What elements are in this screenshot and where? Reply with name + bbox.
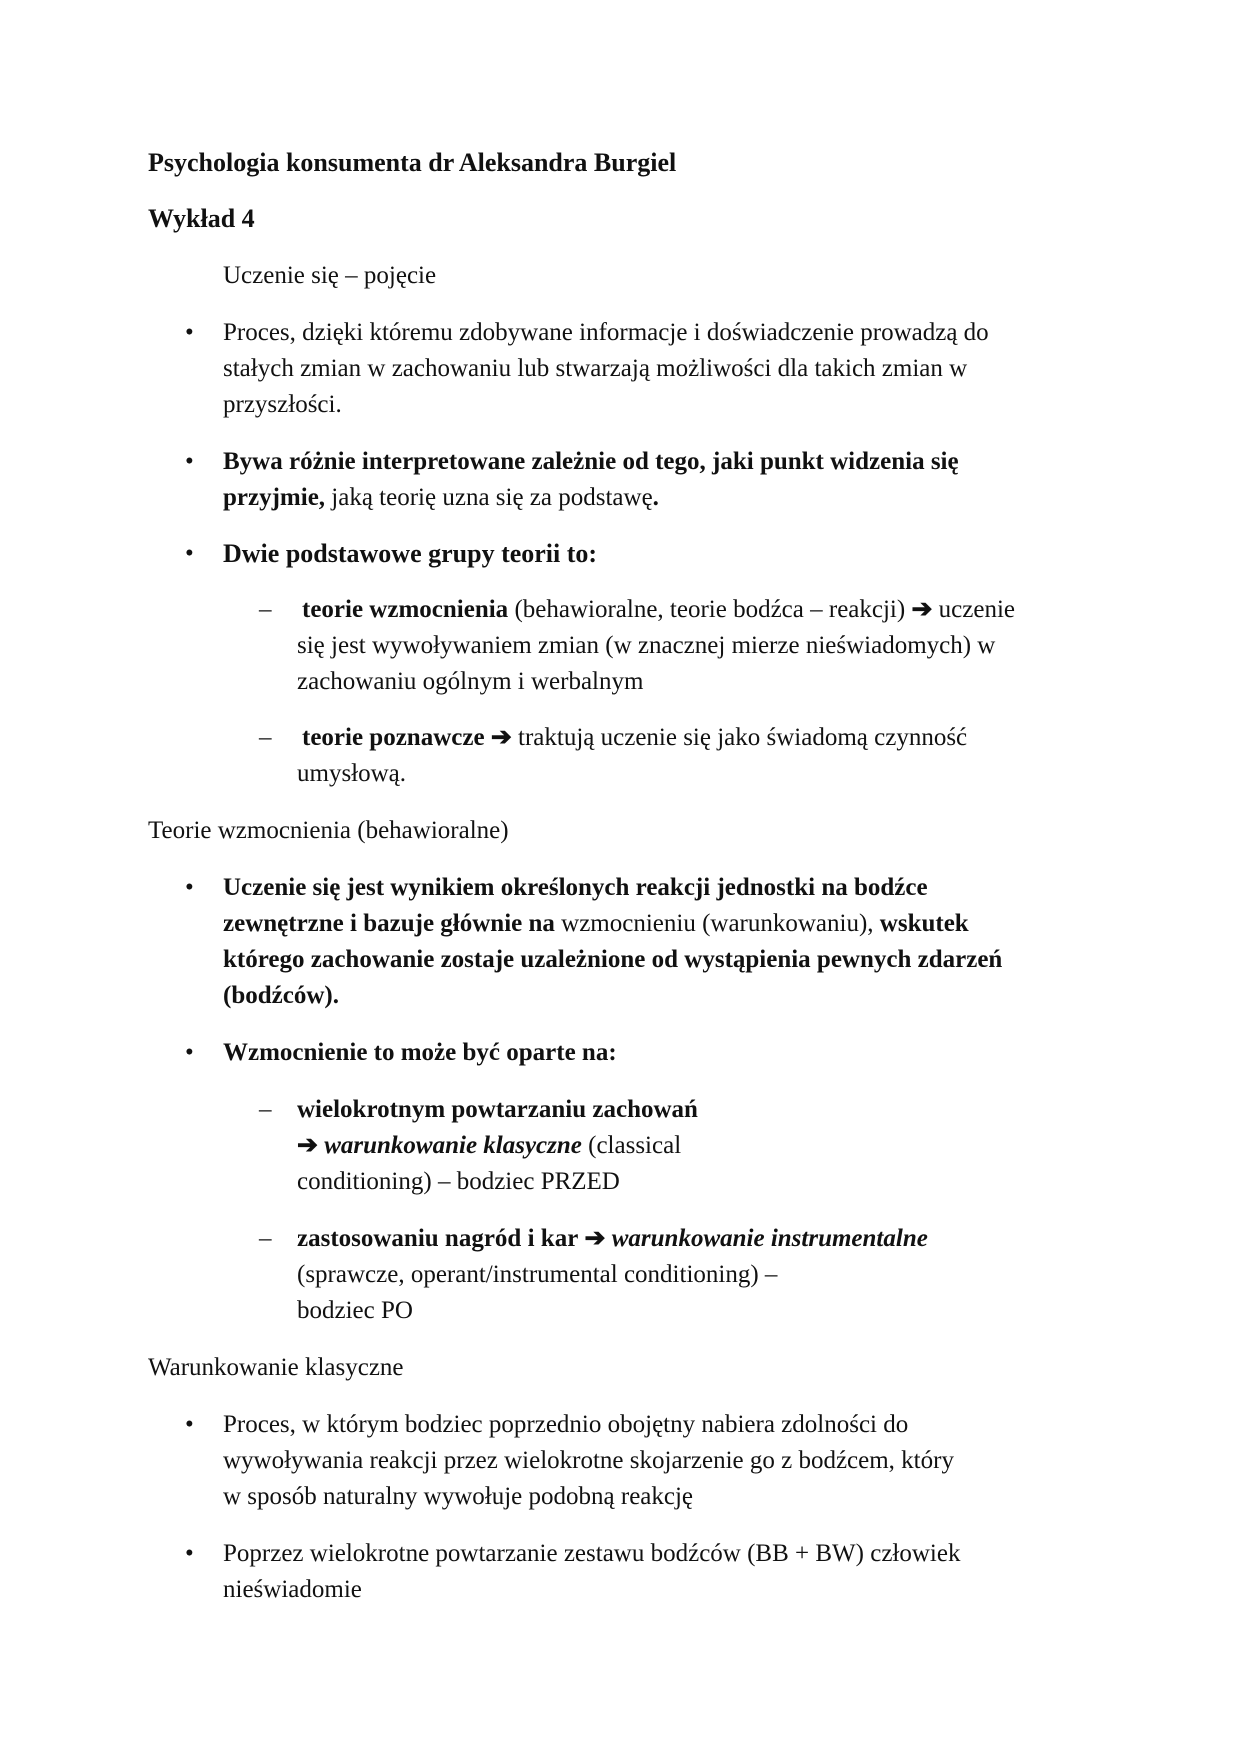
dash-4-line-3: bodziec PO: [297, 1297, 413, 1324]
bullet-marker: •: [185, 540, 194, 567]
bullet-1-line-1: Proces, dzięki któremu zdobywane informacje i doświadczenie prowadzą do: [223, 319, 989, 346]
document-title: Psychologia konsumenta dr Aleksandra Burgiel: [148, 148, 677, 177]
bullet-7-line-2: nieświadomie: [223, 1576, 362, 1603]
bullet-7-line-1: Poprzez wielokrotne powtarzanie zestawu bodźców (BB + BW) człowiek: [223, 1540, 961, 1567]
dash-marker: –: [259, 1096, 272, 1123]
bullet-6-line-2: wywoływania reakcji przez wielokrotne skojarzenie go z bodźcem, który: [223, 1447, 954, 1474]
dash-2-line-1: [302, 720, 967, 756]
bullet-2-period: .: [652, 484, 659, 511]
bullet-4-text: wzmocnieniu (warunkowaniu),: [554, 910, 880, 937]
bullet-marker: •: [185, 874, 194, 901]
bullet-4-line-1: Uczenie się jest wynikiem określonych reakcji jednostki na bodźce: [223, 874, 928, 901]
section-heading-classical-conditioning: Warunkowanie klasyczne: [148, 1354, 404, 1381]
bullet-2-text: jaką teorię uzna się za podstawę: [325, 484, 653, 511]
dash-1-after: uczenie: [932, 596, 1015, 623]
dash-1-line-2: się jest wywoływaniem zmian (w znacznej mierze nieświadomych) w: [297, 632, 996, 659]
section-heading-learning-concept: Uczenie się – pojęcie: [223, 262, 437, 289]
dash-2-bold: teorie poznawcze: [302, 724, 485, 751]
dash-1-line-1: [302, 592, 1015, 628]
arrow-icon: ➔: [490, 724, 512, 751]
bullet-2-line-1: Bywa różnie interpretowane zależnie od tego, jaki punkt widzenia się: [223, 448, 959, 475]
dash-4-italic: warunkowanie instrumentalne: [611, 1225, 928, 1252]
bullet-4-line-2: [223, 906, 969, 942]
dash-4-line-2: (sprawcze, operant/instrumental conditioning) –: [297, 1261, 778, 1288]
bullet-marker: •: [185, 1540, 194, 1567]
dash-3-text: (classical: [581, 1132, 682, 1159]
bullet-4-bold-end: wskutek: [879, 910, 969, 937]
section-heading-reinforcement-theories: Teorie wzmocnienia (behawioralne): [148, 817, 509, 844]
bullet-marker: •: [185, 319, 194, 346]
bullet-marker: •: [185, 1411, 194, 1438]
dash-marker: –: [259, 596, 272, 623]
dash-4-bold: zastosowaniu nagród i kar: [297, 1225, 579, 1252]
dash-3-line-2: [297, 1128, 681, 1164]
bullet-2-bold-start: przyjmie,: [223, 484, 326, 511]
dash-marker: –: [259, 1225, 272, 1252]
dash-4-line-1: [297, 1221, 928, 1257]
dash-1-line-3: zachowaniu ogólnym i werbalnym: [297, 668, 644, 695]
dash-2-line-2: umysłową.: [297, 760, 407, 787]
bullet-2-line-2: [223, 480, 659, 516]
dash-2-after: traktują uczenie się jako świadomą czynność: [511, 724, 968, 751]
arrow-icon: ➔: [584, 1225, 606, 1252]
lecture-number: Wykład 4: [148, 204, 255, 233]
bullet-6-line-3: w sposób naturalny wywołuje podobną reakcję: [223, 1483, 694, 1510]
bullet-4-bold-start: zewnętrzne i bazuje głównie na: [223, 910, 555, 937]
bullet-5-text: Wzmocnienie to może być oparte na:: [223, 1039, 617, 1066]
arrow-icon: ➔: [911, 596, 933, 623]
dash-marker: –: [259, 724, 272, 751]
bullet-6-line-1: Proces, w którym bodziec poprzednio obojętny nabiera zdolności do: [223, 1411, 909, 1438]
dash-3-italic: warunkowanie klasyczne: [324, 1132, 582, 1159]
bullet-4-line-3: którego zachowanie zostaje uzależnione od wystąpienia pewnych zdarzeń: [223, 946, 1003, 973]
dash-3-line-1: wielokrotnym powtarzaniu zachowań: [297, 1096, 698, 1123]
bullet-4-line-4: (bodźców).: [223, 982, 339, 1009]
bullet-1-line-3: przyszłości.: [223, 391, 342, 418]
dash-3-line-3: conditioning) – bodziec PRZED: [297, 1168, 620, 1195]
bullet-1-line-2: stałych zmian w zachowaniu lub stwarzają możliwości dla takich zmian w: [223, 355, 968, 382]
bullet-marker: •: [185, 448, 194, 475]
dash-1-text: (behawioralne, teorie bodźca – reakcji): [508, 596, 912, 623]
bullet-3-text: Dwie podstawowe grupy teorii to:: [223, 539, 598, 568]
bullet-marker: •: [185, 1039, 194, 1066]
arrow-icon: ➔: [297, 1132, 318, 1159]
dash-1-bold: teorie wzmocnienia: [302, 596, 509, 623]
